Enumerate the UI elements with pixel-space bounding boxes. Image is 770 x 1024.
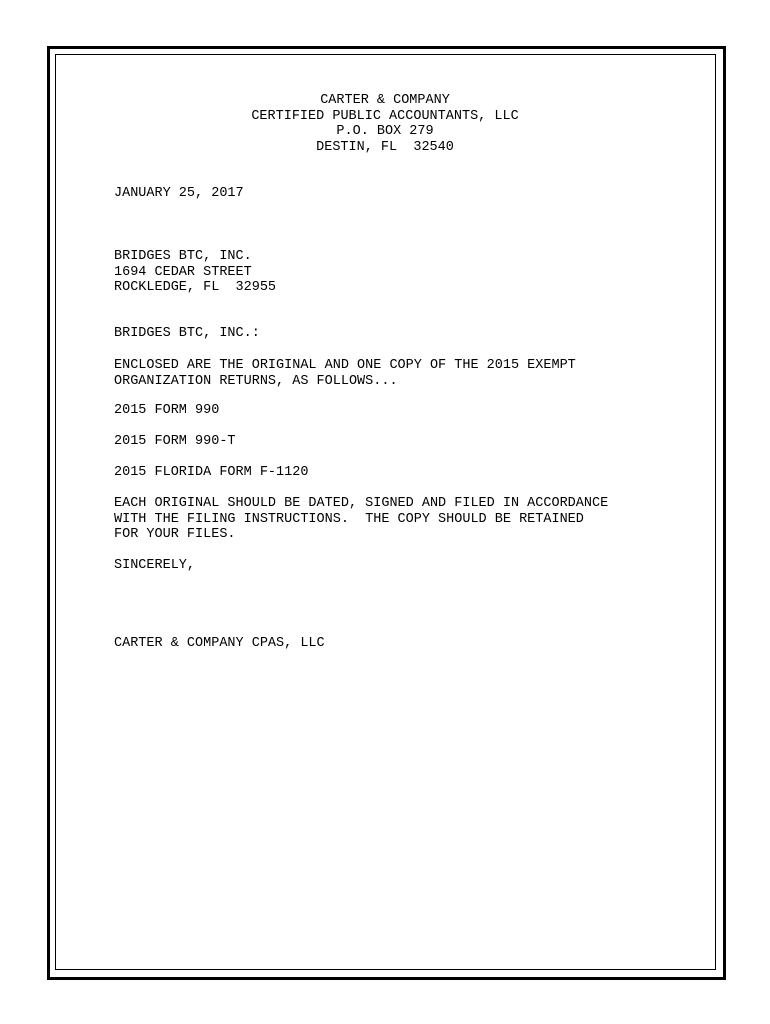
form-list-item: 2015 FORM 990-T	[114, 434, 236, 449]
recipient-city-state-zip: ROCKLEDGE, FL 32955	[114, 280, 277, 295]
firm-po-box: P.O. BOX 279	[336, 124, 434, 139]
instructions-line-2: WITH THE FILING INSTRUCTIONS. THE COPY SHOULD BE RETAINED	[114, 511, 584, 527]
firm-city-state-zip: DESTIN, FL 32540	[316, 139, 454, 155]
signature: CARTER & COMPANY CPAS, LLC	[114, 636, 325, 651]
form-list-item: 2015 FORM 990	[114, 403, 220, 418]
recipient-street: 1694 CEDAR STREET	[114, 264, 252, 280]
intro-line-1: ENCLOSED ARE THE ORIGINAL AND ONE COPY OF THE 2015 EXEMPT	[114, 358, 576, 373]
letterhead	[0, 93, 770, 155]
instructions-line-3: FOR YOUR FILES.	[114, 527, 236, 542]
salutation: BRIDGES BTC, INC.:	[114, 326, 260, 341]
recipient-name: BRIDGES BTC, INC.	[114, 249, 252, 264]
firm-name: CARTER & COMPANY	[320, 93, 450, 108]
closing: SINCERELY,	[114, 558, 196, 573]
instructions-line-1: EACH ORIGINAL SHOULD BE DATED, SIGNED AND FILED IN ACCORDANCE	[114, 496, 609, 511]
form-list-item: 2015 FLORIDA FORM F-1120	[114, 465, 309, 480]
firm-description: CERTIFIED PUBLIC ACCOUNTANTS, LLC	[251, 108, 519, 124]
letter-date: JANUARY 25, 2017	[114, 186, 244, 201]
intro-line-2: ORGANIZATION RETURNS, AS FOLLOWS...	[114, 373, 398, 389]
